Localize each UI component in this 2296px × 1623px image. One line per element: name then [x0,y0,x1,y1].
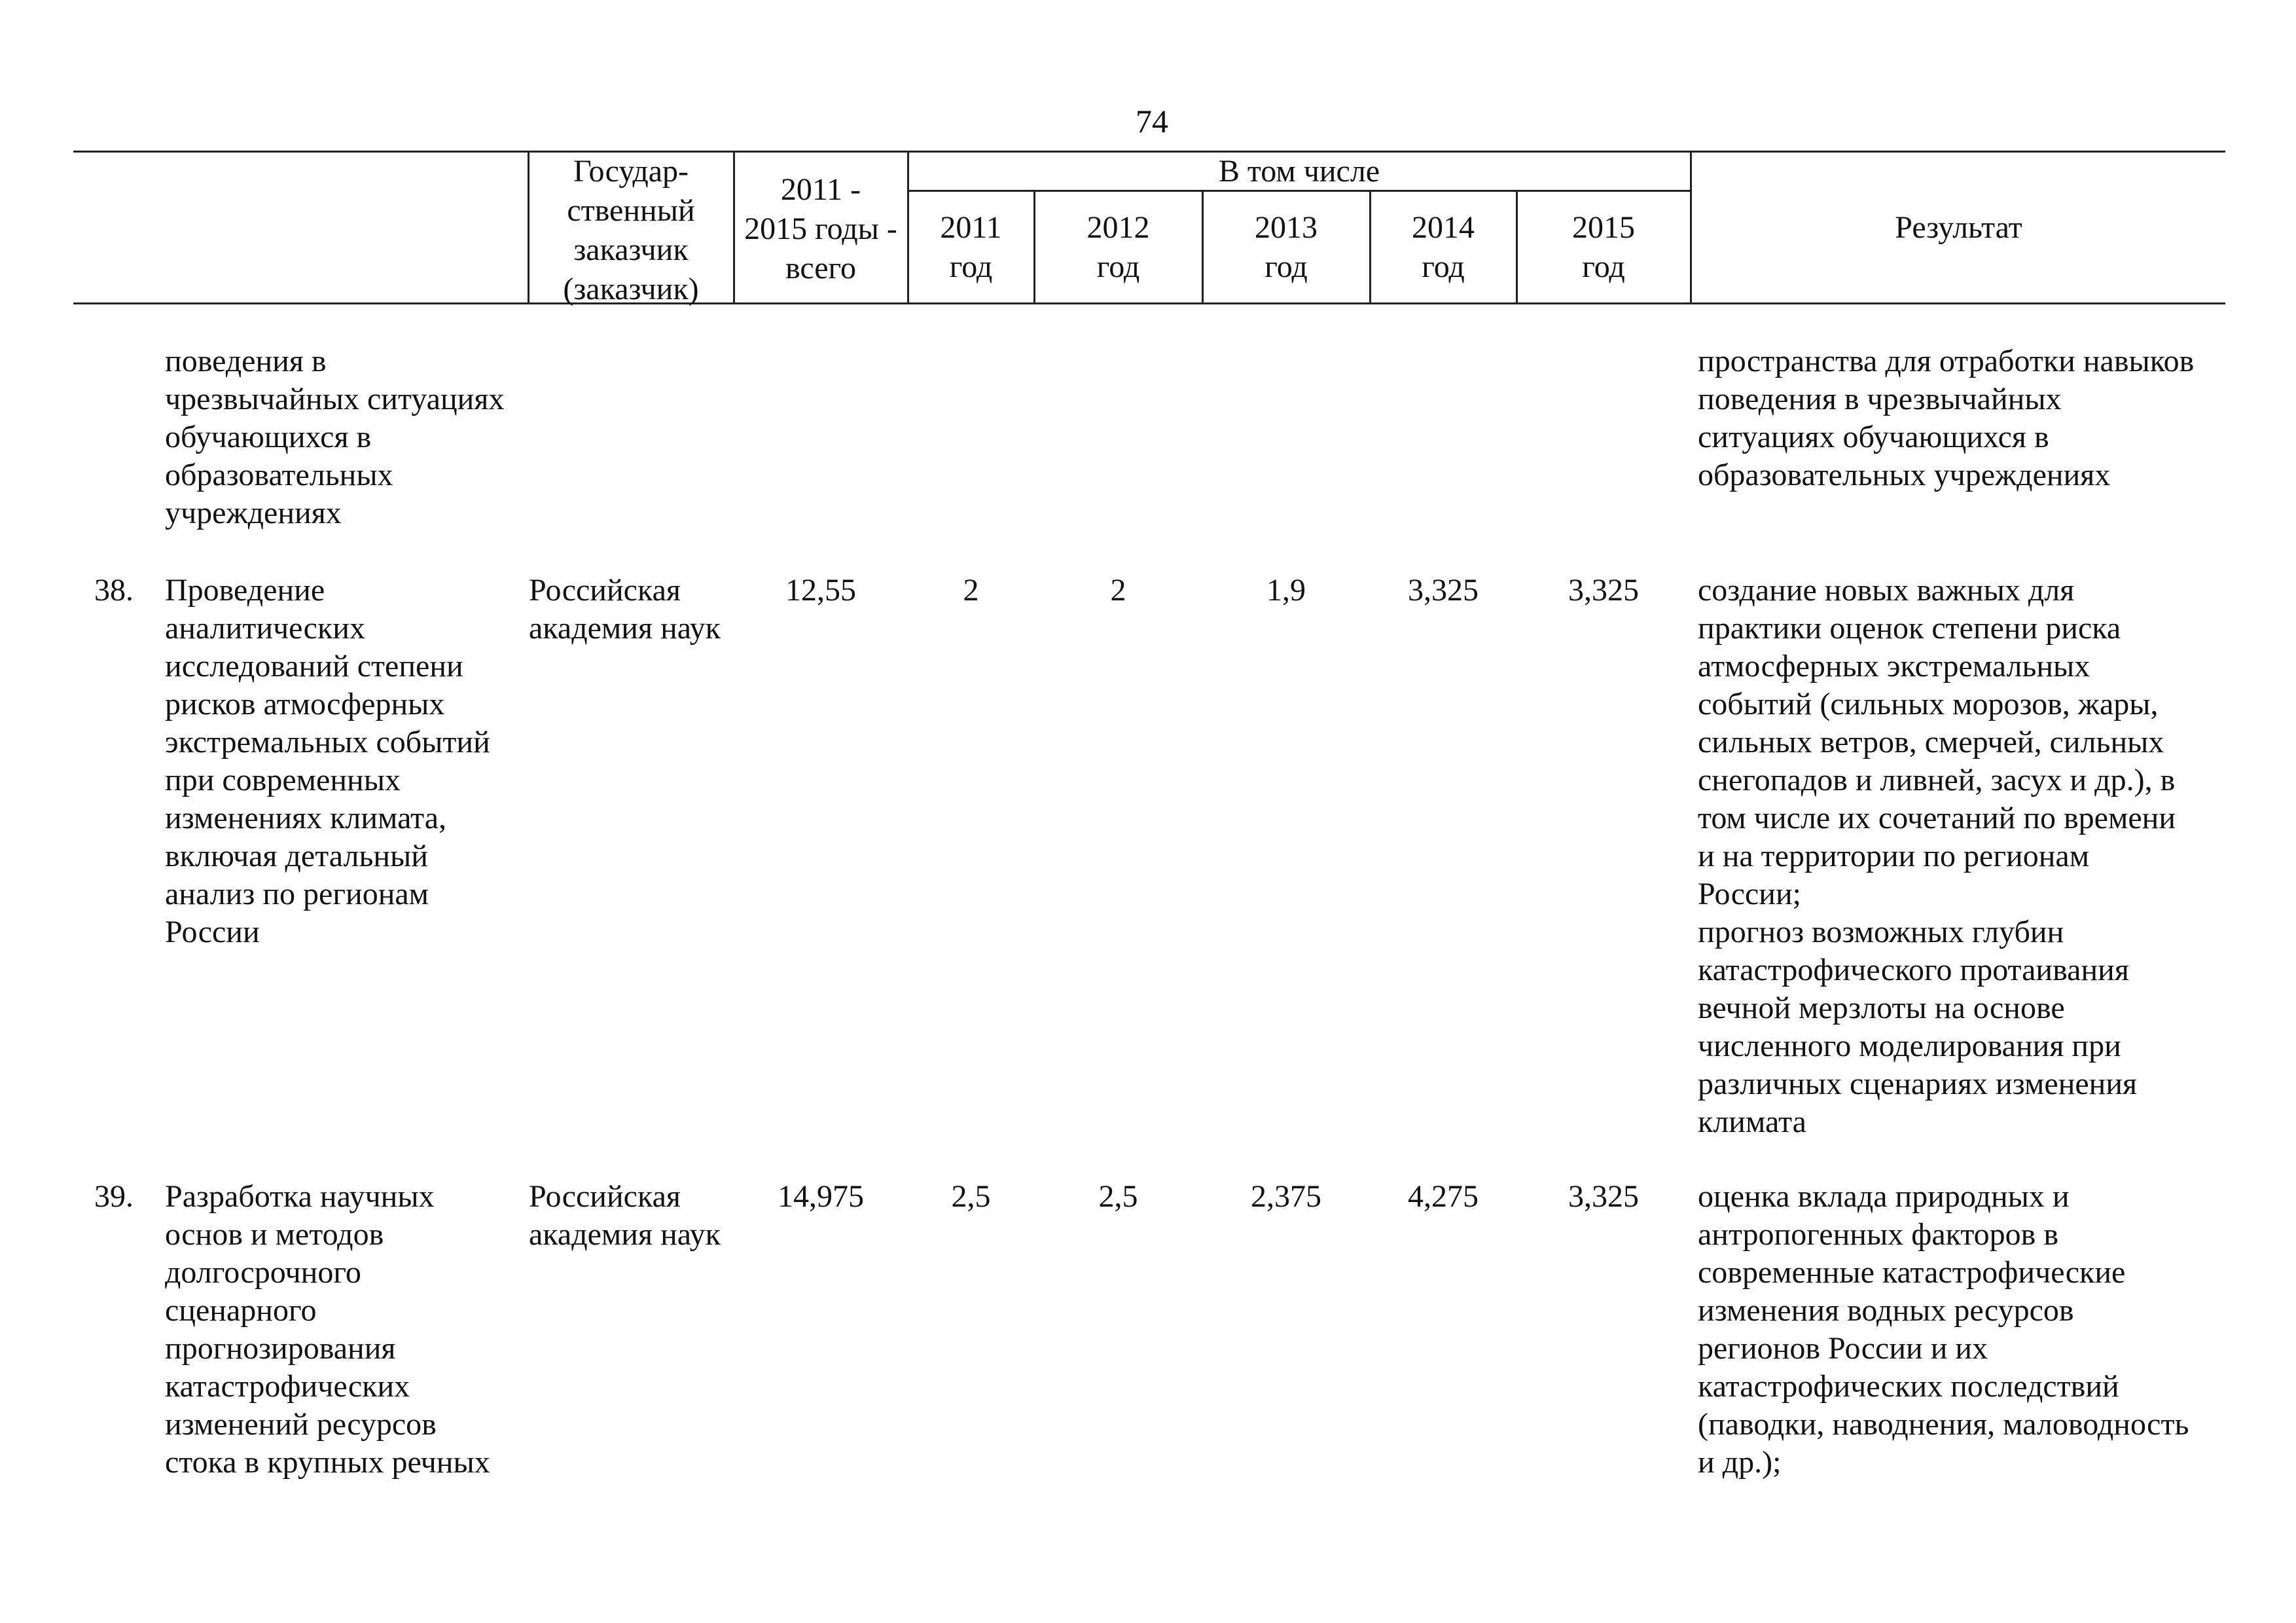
row-38-2015: 3,325 [1568,573,1639,608]
row-39-total: 14,975 [778,1179,864,1214]
row-39-2015: 3,325 [1568,1179,1639,1214]
row-38-2012: 2 [1110,573,1126,608]
header-bottom-border [73,302,2225,304]
row-39-2012: 2,5 [1098,1179,1138,1214]
row-38-name: Проведение аналитических исследований степени рисков атмосферных экстремальных событий при современных изменениях климата, включая детальный анализ по регионам России [165,573,490,949]
row-39-2014: 4,275 [1408,1179,1479,1214]
row-38-customer: Российская академия наук [529,573,721,646]
header-year-2014: 2014 год [1412,210,1475,284]
row-39-name: Разработка научных основ и методов долгосрочного сценарного прогнозирования катастрофических изменений ресурсов стока в крупных речных [165,1179,490,1480]
row-38-2011: 2 [963,573,979,608]
continuation-name: поведения в чрезвычайных ситуациях обучающихся в образовательных учреждениях [165,344,505,530]
continuation-result: пространства для отработки навыков поведения в чрезвычайных ситуациях обучающихся в образовательных учреждениях [1698,344,2195,492]
header-customer: Государ- ственный заказчик (заказчик) [563,154,699,306]
row-39-customer: Российская академия наук [529,1179,721,1252]
header-including: В том числе [1218,154,1380,189]
header-year-2012: 2012 год [1086,210,1150,284]
row-39-result: оценка вклада природных и антропогенных факторов в современные катастрофические изменения водных ресурсов регионов России и их катастрофических последствий (паводки, наводнения, маловодность и др.); [1698,1179,2189,1480]
header-year-2013: 2013 год [1255,210,1318,284]
row-38-total: 12,55 [785,573,856,608]
header-year-2015: 2015 год [1572,210,1635,284]
row-38-number: 38. [94,573,134,608]
row-38-2014: 3,325 [1408,573,1479,608]
header-total: 2011 - 2015 годы - всего [744,172,897,285]
row-39-2013: 2,375 [1251,1179,1321,1214]
header-year-2011: 2011 год [940,210,1002,284]
row-38-2013: 1,9 [1266,573,1306,608]
row-39-2011: 2,5 [951,1179,991,1214]
row-38-result: создание новых важных для практики оценок степени риска атмосферных экстремальных событий (сильных морозов, жары, сильных ветров, смерчей, сильных снегопадов и ливней, засух и др.), в том числе их сочетаний по времени и на территории по регионам России; прогноз возможных глубин катастрофического протаивания вечной мерзлоты на основе численного моделирования при различных сценариях изменения климата [1698,573,2176,1139]
page-number: 74 [1136,103,1168,139]
header-result: Результат [1895,210,2022,245]
row-39-number: 39. [94,1179,134,1214]
